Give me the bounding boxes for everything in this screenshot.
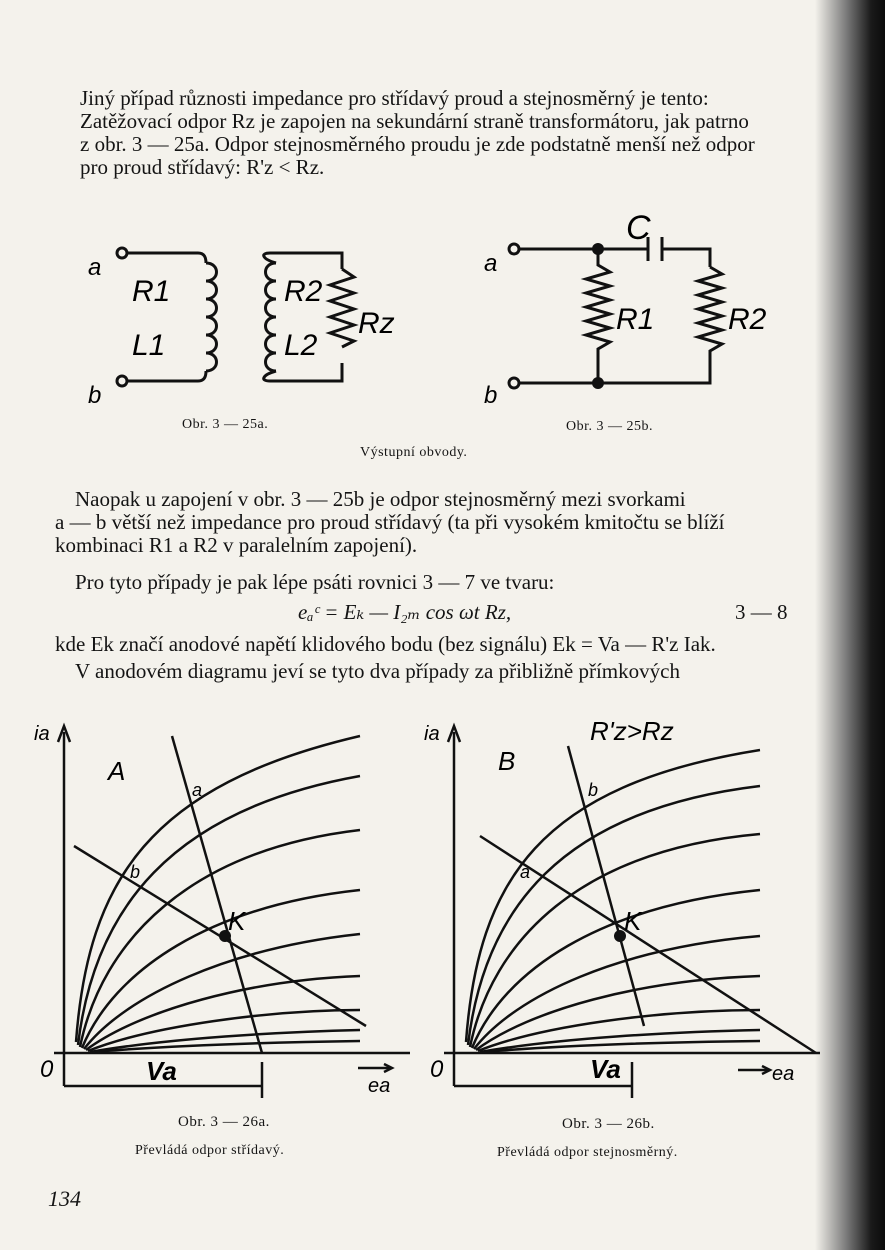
terminal-b-label: b — [484, 382, 498, 409]
text-line: kombinaci R1 a R2 v paralelním zapojení). — [55, 533, 418, 557]
region-label: B — [498, 746, 516, 776]
text-line: pro proud střídavý: R'z < Rz. — [80, 155, 325, 179]
figure-25b-rc-circuit — [478, 205, 798, 409]
point-k-label: K — [228, 906, 246, 936]
x-axis-label: ea — [368, 1075, 391, 1097]
text-line: Jiný případ různosti impedance pro střídavý proud a stejnosměrný je tento: — [80, 86, 709, 110]
origin-label: 0 — [40, 1056, 54, 1083]
r1-label: R1 — [132, 275, 171, 308]
point-b-label: b — [130, 862, 141, 882]
r1-label: R1 — [616, 303, 655, 336]
terminal-a-label: a — [484, 250, 498, 277]
figure-26a-subcaption: Převládá odpor střídavý. — [135, 1143, 285, 1158]
paragraph-diagram: V anodovém diagramu jeví se tyto dva případy za přibližně přímkových — [75, 659, 680, 683]
text-line: Zatěžovací odpor Rz je zapojen na sekundární straně transformátoru, jak patrno — [80, 109, 749, 133]
condition-label: R'z>Rz — [590, 716, 674, 746]
point-k-label: K — [624, 906, 642, 936]
figure-25b-caption: Obr. 3 — 25b. — [566, 419, 653, 434]
region-label: A — [108, 756, 126, 786]
y-axis-label: ia — [424, 723, 440, 745]
origin-label: 0 — [430, 1056, 444, 1083]
text-line: Naopak u zapojení v obr. 3 — 25b je odpor stejnosměrný mezi svorkami — [75, 487, 686, 511]
page-number: 134 — [48, 1186, 81, 1211]
figure-26a-caption: Obr. 3 — 26a. — [178, 1114, 270, 1130]
capacitor-c-label: C — [626, 209, 651, 247]
terminal-b-label: b — [88, 382, 102, 409]
point-b-label: b — [588, 780, 599, 800]
figure-26a-anode-diagram — [30, 710, 420, 1110]
rz-label: Rz — [358, 307, 395, 340]
equation-number: 3 — 8 — [735, 600, 788, 624]
paragraph-kde: kde Ek značí anodové napětí klidového bodu (bez signálu) Ek = Va — R'z Iak. — [55, 632, 716, 656]
y-axis-label: ia — [34, 723, 50, 745]
r2-label: R2 — [728, 303, 767, 336]
figure-25-common-caption: Výstupní obvody. — [360, 445, 468, 460]
text-line: a — b větší než impedance pro proud střídavý (ta při vysokém kmitočtu se blíží — [55, 510, 725, 534]
point-a-label: a — [192, 780, 203, 800]
va-label: Va — [590, 1054, 621, 1084]
figure-25a-caption: Obr. 3 — 25a. — [182, 417, 269, 432]
figure-26b-anode-diagram — [420, 700, 830, 1110]
figure-26b-subcaption: Převládá odpor stejnosměrný. — [497, 1145, 678, 1160]
figure-26b-caption: Obr. 3 — 26b. — [562, 1116, 655, 1132]
terminal-a-label: a — [88, 254, 102, 281]
x-axis-label: ea — [772, 1063, 795, 1085]
r2-label: R2 — [284, 275, 323, 308]
point-a-label: a — [520, 862, 531, 882]
va-label: Va — [146, 1056, 177, 1086]
text-line: z obr. 3 — 25a. Odpor stejnosměrného proudu je zde podstatně menší než odpor — [80, 132, 755, 156]
equation-3-8: eₐᶜ = Eₖ — I₂ₘ cos ωt Rz, — [298, 600, 512, 624]
paragraph-rovnice: Pro tyto případy je pak lépe psáti rovnici 3 — 7 ve tvaru: — [75, 570, 555, 594]
figure-25a-transformer-circuit — [80, 235, 410, 409]
l1-label: L1 — [132, 329, 166, 362]
paragraph-intro — [80, 87, 815, 179]
l2-label: L2 — [284, 329, 318, 362]
paragraph-naopak — [55, 488, 815, 557]
